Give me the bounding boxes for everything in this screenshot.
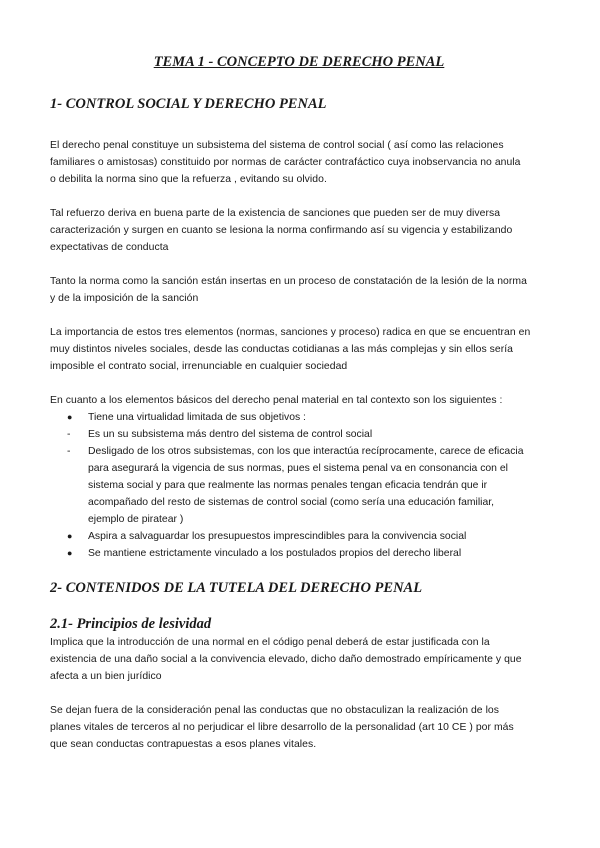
text-line: que sean conductas contrapuestas a esos planes vitales.: [50, 739, 317, 750]
text-line: familiares o amistosas) constituido por normas de carácter contrafáctico cuya inobservancia no anula: [50, 157, 521, 168]
list-item-text: Tiene una virtualidad limitada de sus objetivos :: [88, 412, 306, 423]
text-line: o debilita la norma sino que la refuerza , evitando su olvido.: [50, 174, 327, 185]
text-line: acompañado del resto de sistemas de control social (como sería una educación familiar,: [88, 497, 495, 508]
text-line: Se dejan fuera de la consideración penal las conductas que no obstaculizan la realización de los: [50, 705, 500, 716]
list-item-text: Se mantiene estrictamente vinculado a los postulados propios del derecho liberal: [88, 548, 462, 559]
text-line: Implica que la introducción de una normal en el código penal deberá de estar justificada con la: [50, 637, 490, 648]
bullet-icon: ●: [67, 412, 73, 422]
subsection-2-1-heading: 2.1- Principios de lesividad: [50, 616, 212, 632]
text-line: Tanto la norma como la sanción están insertas en un proceso de constatación de la lesión de la norma: [50, 276, 527, 287]
text-line: muy distintos niveles sociales, desde las conductas cotidianas a las más complejas y sin ellos sería: [50, 344, 513, 355]
text-line: para asegurará la vigencia de sus normas, pues el sistema penal va en consonancia con el: [88, 463, 508, 474]
text-line: imposible el contrato social, irrenunciable en cualquier sociedad: [50, 361, 348, 372]
text-line: Desligado de los otros subsistemas, con los que interactúa recíprocamente, carece de eficacia: [88, 446, 524, 457]
text-line: afecta a un bien jurídico: [50, 671, 162, 682]
section-1-paragraph-1: [50, 137, 548, 188]
list-item-text: Es un su subsistema más dentro del sistema de control social: [88, 429, 373, 440]
list-item: [50, 528, 548, 545]
text-line: ejemplo de piratear ): [88, 514, 184, 525]
section-1-paragraph-3: [50, 273, 548, 307]
subsection-2-1-paragraph-1: [50, 634, 548, 685]
section-1-list-intro: En cuanto a los elementos básicos del derecho penal material en tal contexto son los siguientes :: [50, 395, 503, 406]
dash-icon: -: [67, 446, 71, 457]
text-line: existencia de una daño social a la convivencia elevado, dicho daño demostrado empíricamente y que: [50, 654, 522, 665]
section-1-paragraph-2: [50, 205, 548, 256]
list-item-text: Aspira a salvaguardar los presupuestos imprescindibles para la convivencia social: [88, 531, 467, 542]
bullet-icon: ●: [67, 531, 73, 541]
list-item-text: [88, 443, 548, 528]
elements-list: [50, 409, 548, 562]
text-line: planes vitales de terceros al no perjudicar el libre desarrollo de la personalidad (art 10 CE ) por más: [50, 722, 514, 733]
list-item: [50, 545, 548, 562]
text-line: El derecho penal constituye un subsistema del sistema de control social ( así como las relaciones: [50, 140, 504, 151]
list-item: [50, 443, 548, 528]
text-line: y de la imposición de la sanción: [50, 293, 199, 304]
dash-icon: -: [67, 429, 71, 440]
text-line: La importancia de estos tres elementos (normas, sanciones y proceso) radica en que se encuentran en: [50, 327, 531, 338]
document-title: TEMA 1 - CONCEPTO DE DERECHO PENAL: [153, 54, 445, 70]
bullet-icon: ●: [67, 548, 73, 558]
section-1-heading: 1- CONTROL SOCIAL Y DERECHO PENAL: [50, 96, 327, 112]
list-item: [50, 426, 548, 443]
text-line: expectativas de conducta: [50, 242, 169, 253]
text-line: sistema social y para que realmente las normas penales tengan eficacia tendrán que ir: [88, 480, 488, 491]
section-1-paragraph-4: [50, 324, 548, 375]
text-line: caracterización y surgen en cuanto se lesiona la norma confirmando así su vigencia y estabilizando: [50, 225, 513, 236]
list-item: [50, 409, 548, 426]
text-line: Tal refuerzo deriva en buena parte de la existencia de sanciones que pueden ser de muy diversa: [50, 208, 501, 219]
section-2-heading: 2- CONTENIDOS DE LA TUTELA DEL DERECHO PENAL: [50, 580, 423, 596]
subsection-2-1-paragraph-2: [50, 702, 548, 753]
